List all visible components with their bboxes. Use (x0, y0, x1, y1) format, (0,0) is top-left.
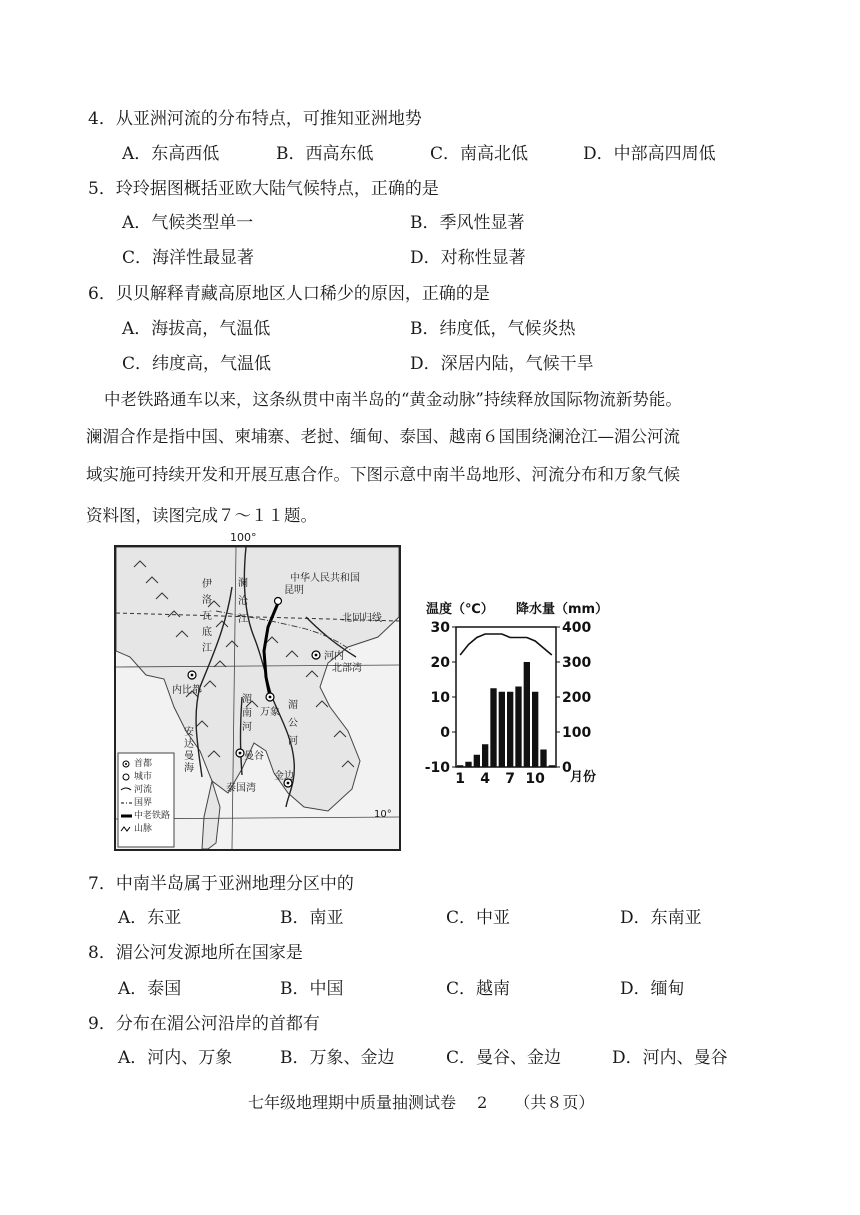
precipitation-tick-label: 200 (562, 690, 592, 706)
question-5-option-b: B．季风性显著 (410, 213, 525, 233)
temperature-tick-label: 10 (430, 690, 450, 706)
temperature-line (460, 634, 552, 655)
temperature-tick-label: -10 (424, 760, 450, 776)
question-9-option-d: D．河内、曼谷 (612, 1048, 728, 1068)
map-label-andaman-char: 达 (184, 739, 194, 750)
precipitation-bar (465, 762, 471, 767)
question-5-option-c: C．海洋性最显著 (122, 248, 255, 268)
map-label-mekong (288, 697, 298, 751)
passage-line-1: 中老铁路通车以来，这条纵贯中南半岛的“黄金动脉”持续释放国际物流新势能。 (104, 390, 682, 409)
precipitation-tick-label: 0 (562, 760, 572, 776)
legend-railway: 中老铁路 (134, 811, 171, 821)
footer-page-number: 2 (477, 1093, 488, 1112)
question-7-option-d: D．东南亚 (620, 908, 702, 928)
question-6-stem: 6．贝贝解释青藏高原地区人口稀少的原因，正确的是 (88, 284, 490, 304)
map-label-tropic: 北回归线 (342, 613, 382, 624)
question-9-stem: 9．分布在湄公河沿岸的首都有 (88, 1014, 320, 1034)
temperature-axis-label: 温度（℃） (426, 602, 494, 617)
map-label-mekong-char: 公 (288, 718, 298, 729)
question-5-stem: 5．玲玲据图概括亚欧大陆气候特点，正确的是 (88, 179, 439, 199)
climate-chart-svg (420, 595, 620, 795)
map-label-irrawaddy-char: 江 (202, 643, 212, 654)
map-label-naypyidaw: 内比都 (172, 685, 202, 696)
month-tick-label: 1 (455, 771, 466, 787)
map-label-menam (242, 693, 252, 735)
month-tick-label: 7 (505, 771, 516, 787)
passage-line-2: 澜湄合作是指中国、柬埔寨、老挝、缅甸、泰国、越南６国围绕澜沧江—湄公河流 (86, 427, 680, 446)
question-4-option-a: A．东高西低 (122, 144, 220, 164)
legend-city: 城市 (134, 772, 153, 782)
map-latitude-10-label: 10° (374, 809, 392, 820)
question-8-stem: 8．湄公河发源地所在国家是 (88, 943, 303, 963)
map-label-hanoi: 河内 (324, 651, 344, 662)
map-label-irrawaddy-char: 瓦 (202, 611, 212, 622)
passage-line-4: 资料图，读图完成７～１１题。 (86, 506, 317, 525)
map-label-andaman-char: 海 (184, 763, 194, 774)
precipitation-bar (532, 692, 538, 767)
map-legend (134, 758, 170, 836)
precipitation-tick-label: 400 (562, 620, 592, 636)
map-label-irrawaddy-char: 底 (202, 627, 212, 638)
passage-line-3: 域实施可持续开发和开展互惠合作。下图示意中南半岛地形、河流分布和万象气候 (86, 465, 680, 484)
month-tick-label: 4 (480, 771, 491, 787)
question-7-option-b: B．南亚 (280, 908, 344, 928)
map-label-phnompenh: 金边 (274, 771, 294, 782)
precipitation-bar (490, 688, 496, 767)
precipitation-bar (507, 692, 513, 767)
question-9-option-a: A．河内、万象 (118, 1048, 233, 1068)
indochina-map (114, 545, 401, 851)
map-label-kunming: 昆明 (284, 585, 304, 596)
question-6-option-a: A．海拔高，气温低 (122, 319, 271, 339)
month-tick-label: 10 (525, 771, 545, 787)
map-label-andaman (184, 727, 194, 775)
map-label-irrawaddy-char: 伊 (202, 579, 212, 590)
question-4-option-c: C．南高北低 (430, 144, 529, 164)
question-8-option-a: A．泰国 (118, 979, 182, 999)
map-label-gulf-thailand: 泰国湾 (226, 783, 256, 794)
map-label-vientiane: 万象 (260, 707, 280, 718)
map-label-menam-char: 南 (242, 708, 252, 719)
question-6-option-d: D．深居内陆，气候干旱 (410, 354, 594, 374)
precipitation-bar (482, 744, 488, 767)
footer-title: 七年级地理期中质量抽测试卷 (248, 1093, 457, 1112)
map-label-irrawaddy (202, 577, 212, 657)
map-label-mekong-char: 河 (288, 736, 298, 747)
legend-river: 河流 (134, 785, 153, 795)
legend-mountain: 山脉 (134, 824, 153, 834)
precipitation-tick-label: 300 (562, 655, 592, 671)
precipitation-bar (457, 765, 463, 767)
question-5-option-d: D．对称性显著 (410, 248, 526, 268)
map-label-menam-char: 湄 (242, 694, 252, 705)
precipitation-bar (474, 755, 480, 767)
map-label-gulf-tonkin: 北部湾 (332, 663, 362, 674)
map-label-mekong-char: 湄 (288, 700, 298, 711)
question-4-stem: 4．从亚洲河流的分布特点，可推知亚洲地势 (88, 109, 422, 129)
question-7-stem: 7．中南半岛属于亚洲地理分区中的 (88, 874, 354, 894)
map-label-andaman-char: 安 (184, 727, 194, 738)
question-8-option-b: B．中国 (280, 979, 344, 999)
question-9-option-c: C．曼谷、金边 (446, 1048, 562, 1068)
legend-capital: 首都 (134, 759, 153, 769)
precipitation-bar (524, 662, 530, 767)
month-axis-label: 月份 (570, 770, 597, 785)
map-label-lancang-char: 江 (238, 614, 248, 625)
precipitation-bar (540, 750, 546, 768)
map-label-andaman-char: 曼 (184, 751, 194, 762)
question-6-option-c: C．纬度高，气温低 (122, 354, 272, 374)
question-7-option-c: C．中亚 (446, 908, 511, 928)
precipitation-tick-label: 100 (562, 725, 592, 741)
precipitation-bar (499, 692, 505, 767)
question-8-option-d: D．缅甸 (620, 979, 685, 999)
question-4-option-d: D．中部高四周低 (583, 144, 716, 164)
map-label-irrawaddy-char: 洛 (202, 595, 212, 606)
precipitation-axis-label: 降水量（mm） (516, 602, 609, 617)
plot-frame (456, 627, 556, 767)
question-8-option-c: C．越南 (446, 979, 511, 999)
question-4-option-b: B．西高东低 (276, 144, 374, 164)
map-label-bangkok: 曼谷 (244, 751, 264, 762)
vientiane-climate-chart (420, 595, 620, 795)
page-footer (248, 1090, 594, 1113)
legend-border: 国界 (134, 798, 153, 808)
map-label-lancang-char: 澜 (238, 578, 248, 589)
question-5-option-a: A．气候类型单一 (122, 213, 254, 233)
map-longitude-label: 100° (230, 531, 257, 544)
question-6-option-b: B．纬度低，气候炎热 (410, 319, 576, 339)
map-label-china: 中华人民共和国 (290, 573, 360, 584)
map-label-lancang-char: 沧 (238, 596, 248, 607)
map-label-menam-char: 河 (242, 722, 252, 733)
precipitation-bar (549, 765, 555, 767)
map-label-lancang (238, 575, 248, 629)
question-7-option-a: A．东亚 (118, 908, 182, 928)
temperature-tick-label: 30 (430, 620, 450, 636)
precipitation-bar (515, 687, 521, 768)
footer-total-pages: （共８页） (514, 1093, 595, 1112)
temperature-tick-label: 0 (440, 725, 450, 741)
question-9-option-b: B．万象、金边 (280, 1048, 395, 1068)
temperature-tick-label: 20 (430, 655, 450, 671)
